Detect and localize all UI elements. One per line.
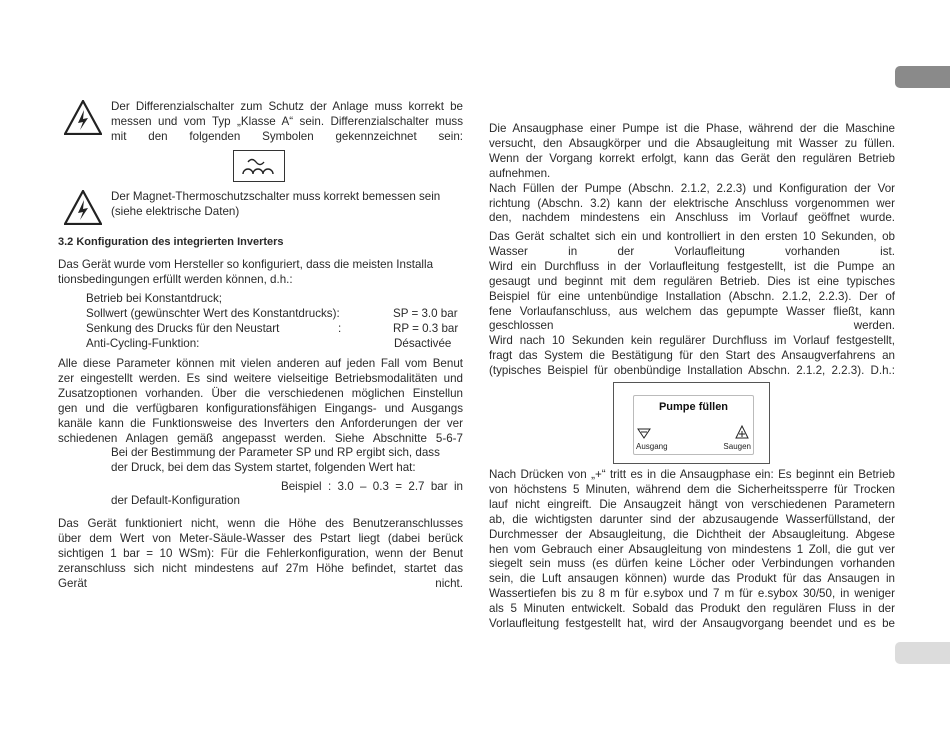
warning-text-2: Der Magnet-Thermoschutzschalter muss korrekt bemessen sein (siehe elektrische Daten) bbox=[111, 190, 441, 218]
language-tab bbox=[895, 66, 950, 88]
parameters-paragraph: Alle diese Parameter können mit vielen anderen auf jeden Fall vom Benut zer eingestellt werden. Es sind weitere vielseitige Betriebsmodalitäten und Zusatzoptionen vorhanden. Über die verschiedenen möglichen Einstellun gen und die verfügbaren konfigurationsfähigen Eingangs- und Ausgangs kanäle kann die Funktionsweise des Inverters den Anforderungen der ver schiedenen Anlagen gemäß angepasst werden. Siehe Abschnitte 5-6-7 bbox=[58, 357, 463, 445]
setting-label: Senkung des Drucks für den Neustart bbox=[86, 322, 280, 335]
setting-value: Désactivée bbox=[394, 337, 452, 350]
plus-icon bbox=[735, 425, 749, 439]
setting-label: Sollwert (gewünschter Wert des Konstantdrucks): bbox=[86, 307, 340, 320]
priming-paragraph: Die Ansaugphase einer Pumpe ist die Phase, während der die Maschine versucht, den Absaugkörper und die Absaugleitung mit Wasser zu füllen. Wenn der Vorgang korrekt erfolgt, kann das Gerät den regulären Betrieb aufnehmen. Nach Füllen der Pumpe (Abschn. 2.1.2, 2.2.3) und Konfiguration der Vor richtung (Abschn. 3.2) kann der elektrische Anschluss vorgenommen wer den, nachdem mindestens ein Anschluss im Vorlauf geöffnet wurde. bbox=[489, 122, 895, 225]
setting-label: Anti-Cycling-Funktion: bbox=[86, 337, 200, 350]
intro-paragraph: Das Gerät wurde vom Hersteller so konfiguriert, dass die meisten Installa tionsbedingungen erfüllt werden können, d.h.: bbox=[58, 258, 434, 286]
display-title: Pumpe füllen bbox=[658, 401, 729, 413]
startup-paragraph: Das Gerät schaltet sich ein und kontrolliert in den ersten 10 Sekunden, ob Wasser in der Vorlaufleitung vorhanden ist. Wird ein Durchfluss in der Vorlaufleitung festgestellt, ist die Pumpe an gesaugt und beginnt mit dem regulären Betrieb. Dies ist eine typisches Beispiel für eine untenbündige Installation (Abschn. 2.1.2, 2.2.3). Der of fene Vorlaufanschluss, aus welchem das gepumpte Wasser fließt, kann geschlossen werden. Wird nach 10 Sekunden kein regulärer Durchfluss im Vorlauf festgestellt, fragt das System die Bestätigung für den Start des Ansaugverfahrens an (typisches Beispiel für obenbündige Installation Abschn. 2.1.2, 2.2.3). D.h.: bbox=[489, 230, 895, 378]
warning-text-1: Der Differenzialschalter zum Schutz der Anlage muss korrekt be messen und vom Typ „Klasse A“ sein. Differenzialschalter muss mit den folgenden Symbolen gekennzeichnet sein: bbox=[111, 100, 463, 143]
display-right-label: Saugen bbox=[723, 442, 751, 451]
electric-warning-icon bbox=[64, 190, 102, 225]
sp-rp-paragraph: Bei der Bestimmung der Parameter SP und RP ergibt sich, dass der Druck, bei dem das System startet, folgenden Wert hat: bbox=[111, 446, 440, 474]
setting-separator: : bbox=[338, 322, 342, 335]
default-line: der Default-Konfiguration bbox=[111, 494, 240, 507]
height-paragraph: Das Gerät funktioniert nicht, wenn die Höhe des Benutzeranschlusses über dem Wert von Meter-Säule-Wasser des Pstart liegt (dabei berück sichtigen 1 bar = 10 WSm): Für die Fehlerkonfiguration, wenn der Benut zeranschluss sich nicht mindestens auf 27m Höhe befindet, startet das Gerät nicht. bbox=[58, 517, 463, 590]
page-tab bbox=[895, 642, 950, 664]
display-left-label: Ausgang bbox=[636, 442, 668, 451]
class-a-symbol bbox=[233, 150, 285, 182]
setting-value: SP = 3.0 bar bbox=[393, 307, 458, 320]
electric-warning-icon bbox=[64, 100, 102, 135]
section-heading: 3.2 Konfiguration des integrierten Inverters bbox=[58, 236, 284, 248]
example-line: Beispiel : 3.0 – 0.3 = 2.7 bar in bbox=[281, 480, 463, 493]
setting-value: RP = 0.3 bar bbox=[393, 322, 459, 335]
minus-icon bbox=[637, 425, 651, 439]
priming-phase-paragraph: Nach Drücken von „+“ tritt es in die Ansaugphase ein: Es beginnt ein Betrieb von höchstens 5 Minuten, während dem die Sicherheitssperre für Trocken lauf nicht eingreift. Die Ansaugzeit hängt von verschiedenen Parametern ab, die wichtigsten darunter sind der abzusaugende Wasserfüllstand, der Durchmesser der Absaugleitung, die Dichtheit der Absaugleitung. Abgese hen vom Gebrauch einer Absaugleitung von mindestens 1 Zoll, die gut ver siegelt sein muss (es dürfen keine Löcher oder Verbindungen vorhanden sein, die Luft ansaugen können) wurde das Produkt für das Ansaugen in Wassertiefen bis zu 8 m für e.sybox und 7 m für e.sybox 30/50, in weniger als 5 Minuten entwickelt. Sobald das Produkt den regulären Fluss in der Vorlaufleitung festgestellt hat, wird der Ansaugvorgang beendet und es be bbox=[489, 468, 895, 631]
device-display bbox=[613, 382, 770, 464]
setting-label: Betrieb bei Konstantdruck; bbox=[86, 292, 222, 305]
display-panel bbox=[633, 395, 754, 455]
